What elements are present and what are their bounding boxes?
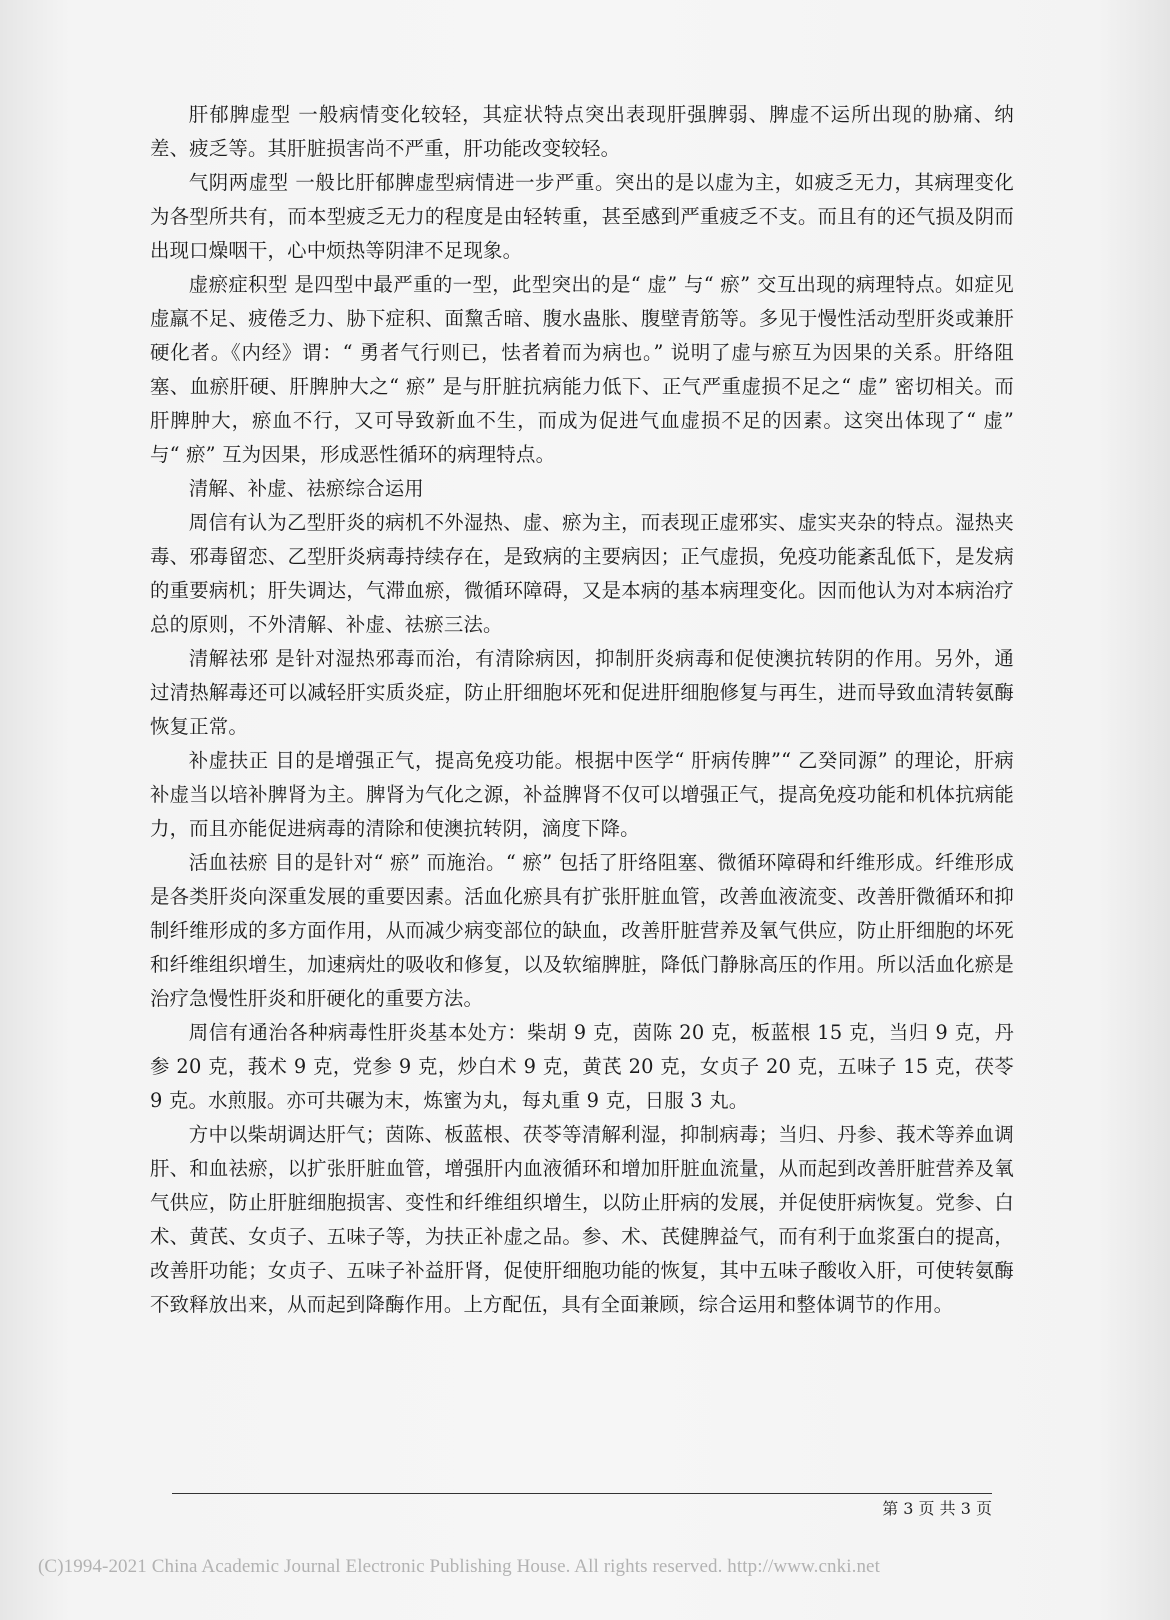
section-heading-combined-therapy <box>150 472 1014 506</box>
paragraph-clearing-pathogen <box>150 642 1014 744</box>
paragraph-text: 周信有通治各种病毒性肝炎基本处方：柴胡 9 克，茵陈 20 克，板蓝根 15 克，当归 9 克，丹参 20 克，莪术 9 克，党参 9 克，炒白术 9 克，黄芪 20 克，女贞子 20 克，五味子 15 克，茯苓 9 克。水煎服。亦可共碾为末，炼蜜为丸，每丸重 9 克，日服 3 丸。 <box>150 1021 1014 1112</box>
copyright-notice: (C)1994-2021 China Academic Journal Electronic Publishing House. All rights reserved. http://www.cnki.net <box>38 1556 880 1577</box>
paragraph-prescription-analysis <box>150 1118 1014 1322</box>
paragraph-qi-yin-deficiency <box>150 166 1014 268</box>
paragraph-heading: 补虚扶正 <box>188 749 269 772</box>
paragraph-heading: 虚瘀症积型 <box>188 273 288 296</box>
paragraph-pathogenesis <box>150 506 1014 642</box>
paragraph-heading: 肝郁脾虚型 <box>188 103 292 126</box>
paragraph-heading: 气阴两虚型 <box>188 171 289 194</box>
page-number: 第 3 页 共 3 页 <box>882 1499 992 1518</box>
paragraph-tonifying-deficiency <box>150 744 1014 846</box>
paragraph-heading: 活血祛瘀 <box>188 851 268 874</box>
paragraph-text: 目的是增强正气，提高免疫功能。根据中医学“ 肝病传脾”“ 乙癸同源” 的理论，肝病补虚当以培补脾肾为主。脾肾为气化之源，补益脾肾不仅可以增强正气，提高免疫功能和机体抗病能力，而且亦能促进病毒的清除和使澳抗转阴，滴度下降。 <box>150 749 1014 840</box>
paragraph-text: 方中以柴胡调达肝气；茵陈、板蓝根、茯苓等清解利湿，抑制病毒；当归、丹参、莪术等养血调肝、和血祛瘀，以扩张肝脏血管，增强肝内血液循环和增加肝脏血流量，从而起到改善肝脏营养及氧气供应，防止肝脏细胞损害、变性和纤维组织增生，以防止肝病的发展，并促使肝病恢复。党参、白术、黄芪、女贞子、五味子等，为扶正补虚之品。参、术、芪健脾益气，而有利于血浆蛋白的提高，改善肝功能；女贞子、五味子补益肝肾，促使肝细胞功能的恢复，其中五味子酸收入肝，可使转氨酶不致释放出来，从而起到降酶作用。上方配伍，具有全面兼顾，综合运用和整体调节的作用。 <box>150 1123 1014 1316</box>
paragraph-base-prescription <box>150 1016 1014 1118</box>
paragraph-text: 是针对湿热邪毒而治，有清除病因，抑制肝炎病毒和促使澳抗转阴的作用。另外，通过清热解毒还可以减轻肝实质炎症，防止肝细胞坏死和促进肝细胞修复与再生，进而导致血清转氨酶恢复正常。 <box>150 647 1014 738</box>
paragraph-text: 一般比肝郁脾虚型病情进一步严重。突出的是以虚为主，如疲乏无力，其病理变化为各型所共有，而本型疲乏无力的程度是由轻转重，甚至感到严重疲乏不支。而且有的还气损及阴而出现口燥咽干，心中烦热等阴津不足现象。 <box>150 171 1015 262</box>
body-text <box>150 98 1014 1322</box>
paragraph-activating-blood <box>150 846 1014 1016</box>
paragraph-heading: 清解祛邪 <box>188 647 269 670</box>
paragraph-text: 是四型中最严重的一型，此型突出的是“ 虚” 与“ 瘀” 交互出现的病理特点。如症见虚羸不足、疲倦乏力、胁下症积、面黧舌暗、腹水蛊胀、腹壁青筋等。多见于慢性活动型肝炎或兼肝硬化者。《内经》谓：“ 勇者气行则已，怯者着而为病也。” 说明了虚与瘀互为因果的关系。肝络阻塞、血瘀肝硬、肝脾肿大之“ 瘀” 是与肝脏抗病能力低下、正气严重虚损不足之“ 虚” 密切相关。而肝脾肿大，瘀血不行，又可导致新血不生，而成为促进气血虚损不足的因素。这突出体现了“ 虚” 与“ 瘀” 互为因果，形成恶性循环的病理特点。 <box>150 273 1014 466</box>
paragraph-text: 周信有认为乙型肝炎的病机不外湿热、虚、瘀为主，而表现正虚邪实、虚实夹杂的特点。湿热夹毒、邪毒留恋、乙型肝炎病毒持续存在，是致病的主要病因；正气虚损，免疫功能紊乱低下，是发病的重要病机；肝失调达，气滞血瘀，微循环障碍，又是本病的基本病理变化。因而他认为对本病治疗总的原则，不外清解、补虚、祛瘀三法。 <box>150 511 1014 636</box>
paragraph-text: 目的是针对“ 瘀” 而施治。“ 瘀” 包括了肝络阻塞、微循环障碍和纤维形成。纤维形成是各类肝炎向深重发展的重要因素。活血化瘀具有扩张肝脏血管，改善血液流变、改善肝微循环和抑制纤维形成的多方面作用，从而减少病变部位的缺血，改善肝脏营养及氧气供应，防止肝细胞的坏死和纤维组织增生，加速病灶的吸收和修复，以及软缩脾脏，降低门静脉高压的作用。所以活血化瘀是治疗急慢性肝炎和肝硬化的重要方法。 <box>150 851 1014 1010</box>
paragraph-deficiency-stasis-mass <box>150 268 1014 472</box>
paragraph-text: 一般病情变化较轻，其症状特点突出表现肝强脾弱、脾虚不运所出现的胁痛、纳差、疲乏等。其肝脏损害尚不严重，肝功能改变较轻。 <box>150 103 1014 160</box>
footer-divider <box>172 1493 992 1494</box>
paragraph-liver-depression-spleen-deficiency <box>150 98 1014 166</box>
section-heading-text: 清解、补虚、祛瘀综合运用 <box>188 477 424 500</box>
